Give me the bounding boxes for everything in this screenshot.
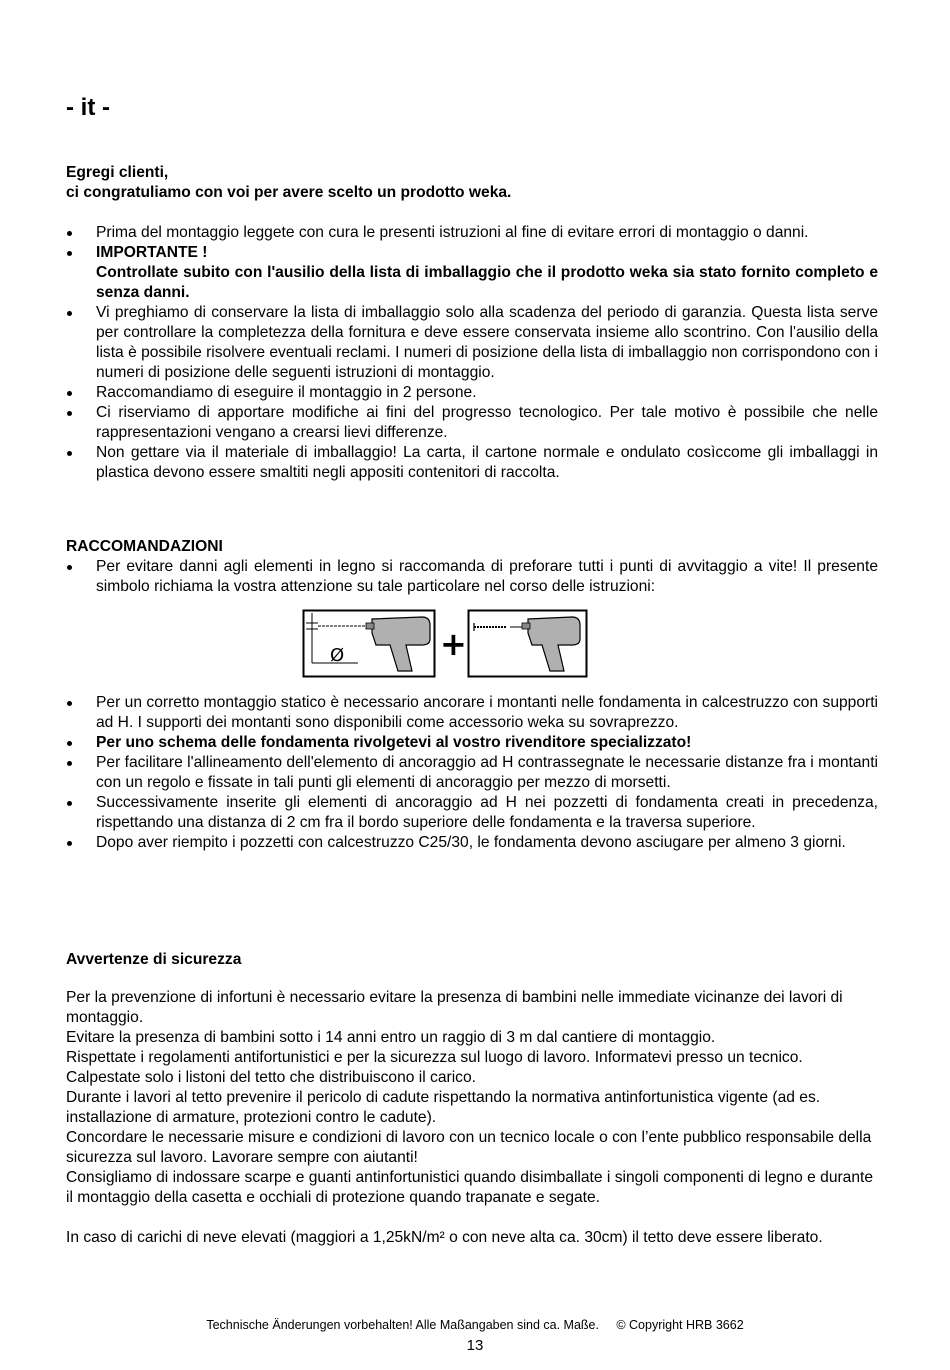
safety-line: Durante i lavori al tetto prevenire il pericolo di cadute rispettando la normativa antinfortunistica vigente (ad es. installazione di armature, protezioni contro le cadute). <box>66 1089 821 1126</box>
safety-line: Consigliamo di indossare scarpe e guanti antinfortunistici quando disimballate i singoli componenti di legno e durante il montaggio della casetta e occhiali di protezione quando trapanate e segate. <box>66 1169 874 1206</box>
intro-bullet-list <box>66 223 878 483</box>
list-item: Vi preghiamo di conservare la lista di imballaggio solo alla scadenza del periodo di garanzia. Questa lista serve per controllare la completezza della fornitura e deve essere conservata insieme allo scontrino. Con l'ausilio della lista è possibile risolvere eventuali reclami. I numeri di posizione della lista di imballaggio non corrispondono con i numeri di posizione delle seguenti istruzioni di montaggio. <box>66 303 878 383</box>
safety-line: Concordare le necessarie misure e condizioni di lavoro con un tecnico locale o con l’ente pubblico responsabile della sicurezza sul lavoro. Lavorare sempre con aiutanti! <box>66 1129 872 1166</box>
intro-section <box>66 163 878 483</box>
list-item: Non gettare via il materiale di imballaggio! La carta, il cartone normale e ondulato cosìccome gli imballaggi in plastica devono essere smaltiti negli appositi contenitori di raccolta. <box>66 443 878 483</box>
language-marker: - it - <box>66 94 110 121</box>
snow-load-note: In caso di carichi di neve elevati (maggiori a 1,25kN/m² o con neve alta ca. 30cm) il tetto deve essere liberato. <box>66 1229 823 1246</box>
diameter-symbol: Ø <box>330 645 345 666</box>
list-item: Successivamente inserite gli elementi di ancoraggio ad H nei pozzetti di fondamenta creati in precedenza, rispettando una distanza di 2 cm fra il bordo superiore delle fondamenta e la traversa superiore. <box>66 793 878 833</box>
list-item: Raccomandiamo di eseguire il montaggio in 2 persone. <box>66 383 878 403</box>
safety-line: Calpestate solo i listoni del tetto che distribuiscono il carico. <box>66 1069 476 1086</box>
recommendations-list-top <box>66 557 878 597</box>
list-item: Per uno schema delle fondamenta rivolgetevi al vostro rivenditore specializzato! <box>66 733 878 753</box>
footer-copyright: © Copyright HRB 3662 <box>616 1318 744 1332</box>
important-text: Controllate subito con l'ausilio della lista di imballaggio che il prodotto weka sia stato fornito completo e senza danni. <box>96 264 878 301</box>
footer-note: Technische Änderungen vorbehalten! Alle Maßangaben sind ca. Maße. <box>206 1318 599 1332</box>
list-item: Dopo aver riempito i pozzetti con calcestruzzo C25/30, le fondamenta devono asciugare per almeno 3 giorni. <box>66 833 878 853</box>
safety-heading: Avvertenze di sicurezza <box>66 951 242 968</box>
recommendations-list <box>66 693 878 853</box>
list-item: Prima del montaggio leggete con cura le presenti istruzioni al fine di evitare errori di montaggio o danni. <box>66 223 878 243</box>
safety-paragraphs <box>66 988 878 1208</box>
recommendations-heading: RACCOMANDAZIONI <box>66 538 223 555</box>
page-footer <box>0 1318 950 1332</box>
drill-with-diameter-icon <box>304 611 435 677</box>
safety-line: Evitare la presenza di bambini sotto i 14 anni entro un raggio di 3 m dal cantiere di montaggio. <box>66 1029 716 1046</box>
safety-line: Per la prevenzione di infortuni è necessario evitare la presenza di bambini nelle immediate vicinanze dei lavori di montaggio. <box>66 989 843 1026</box>
recommendations-section <box>66 537 878 597</box>
safety-section <box>66 950 878 1248</box>
greeting: Egregi clienti, <box>66 164 169 181</box>
drill-with-screw-icon <box>469 611 587 677</box>
list-item <box>66 243 878 303</box>
list-item: Per facilitare l'allineamento dell'elemento di ancoraggio ad H contrassegnate le necessarie distanze fra i montanti con un regolo e fissate in tali punti gli elementi di ancoraggio per mezzo di morsetti. <box>66 753 878 793</box>
important-title: IMPORTANTE ! <box>96 244 208 261</box>
safety-line: Rispettate i regolamenti antifortunistici e per la sicurezza sul luogo di lavoro. Informatevi presso un tecnico. <box>66 1049 803 1066</box>
recommendations-section-bottom <box>66 693 878 853</box>
list-item: Ci riserviamo di apportare modifiche ai fini del progresso tecnologico. Per tale motivo è possibile che nelle rappresentazioni vengano a crearsi lievi differenze. <box>66 403 878 443</box>
list-item: Per evitare danni agli elementi in legno si raccomanda di preforare tutti i punti di avvitaggio a vite! Il presente simbolo richiama la vostra attenzione su tale particolare nel corso delle istruzioni: <box>66 557 878 597</box>
page-number: 13 <box>466 1337 484 1354</box>
congratulations: ci congratuliamo con voi per avere scelto un prodotto weka. <box>66 184 512 201</box>
plus-symbol: + <box>440 625 467 663</box>
predrill-symbol-figure <box>302 609 590 679</box>
list-item: Per un corretto montaggio statico è necessario ancorare i montanti nelle fondamenta in calcestruzzo con supporti ad H. I supporti dei montanti sono disponibili come accessorio weka su sovraprezzo. <box>66 693 878 733</box>
